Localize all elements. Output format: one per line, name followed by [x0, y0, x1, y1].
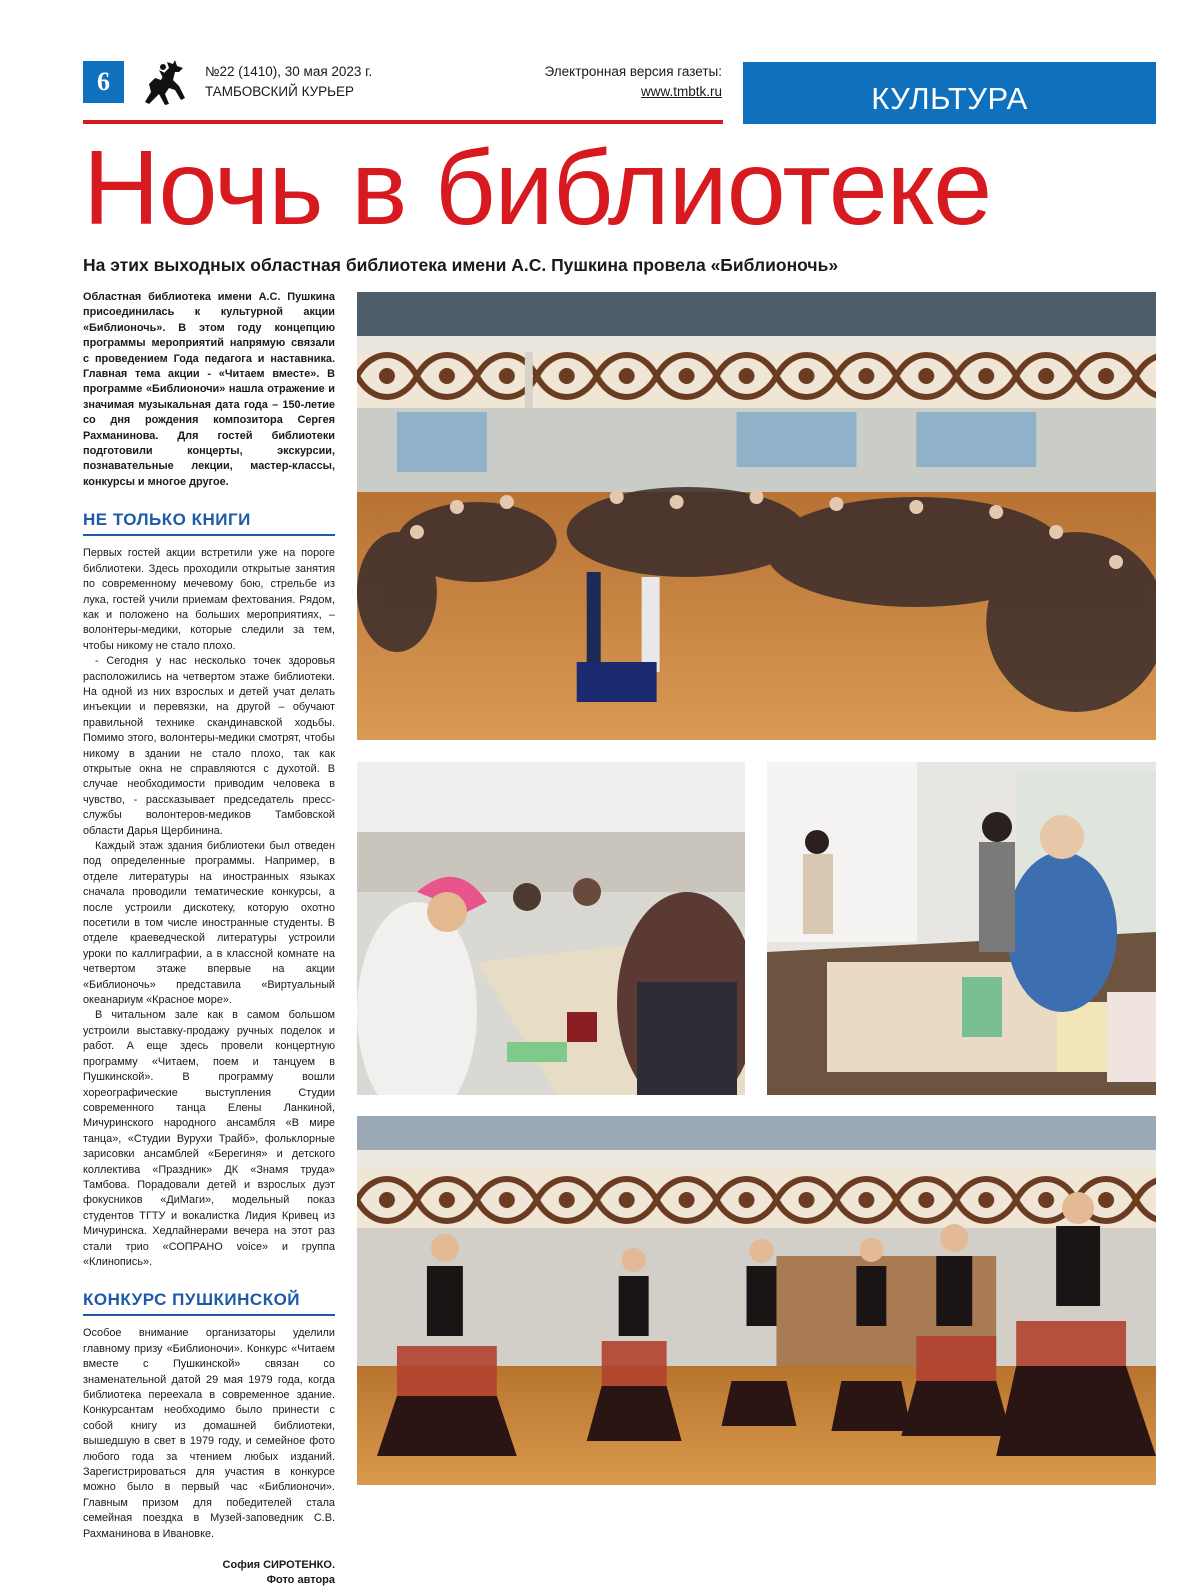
- paragraph: Особое внимание организаторы уделили главному призу «Библионочи». Конкурс «Читаем вместе с Пушкинской» связан со знаменательной датой 29 мая 1979 года, когда библиотека переехала в современное здание. Конкурсантам необходимо было принести с собой книгу из домашней библиотеки, вышедшую в свет в 1979 году, и семейное фото любого года за чтением любых изданий. Зарегистрироваться для участия в конкурсе можно было в первый час «Библионочи». Главным призом для победителей стала семейная поездка в Музей-заповедник С.В. Рахманинова в Ивановке.: [83, 1327, 335, 1540]
- section-label: КУЛЬТУРА: [743, 62, 1156, 124]
- photo-craft-class: [357, 762, 745, 1095]
- author-name: София СИРОТЕНКО.: [222, 1559, 335, 1572]
- issue-info: [205, 62, 372, 102]
- subhead-not-only-books: НЕ ТОЛЬКО КНИГИ: [83, 510, 335, 536]
- photo-dancers: [357, 1116, 1156, 1485]
- horse-rider-icon: [139, 58, 189, 108]
- deck: На этих выходных областная библиотека имени А.С. Пушкина провела «Библионочь»: [83, 255, 839, 275]
- paragraph: - Сегодня у нас несколько точек здоровья расположились на четвертом этаже библиотеки. На одной из них взрослых и детей учат делать инъекции и перевязки, на другой – обучают правильной технике скандинавской ходьбы. Помимо этого, волонтеры-медики смотрят, чтобы никому в здании не стало плохо, так как открытые окна не справляются с духотой. В случае необходимости приводим человека в чувство, - рассказывает председатель пресс-службы волонтеров-медиков Тамбовской области Дарья Щербинина.: [83, 655, 335, 837]
- header-divider: [83, 120, 723, 124]
- byline: [83, 1558, 335, 1588]
- subhead-pushkin-contest: КОНКУРС ПУШКИНСКОЙ: [83, 1290, 335, 1316]
- photo-credit: Фото автора: [266, 1574, 335, 1587]
- photo-hall-crowd: [357, 292, 1156, 740]
- photo-tea-stand: [767, 762, 1156, 1095]
- paragraph: Первых гостей акции встретили уже на пороге библиотеки. Здесь проходили открытые занятия по современному мечевому бою, стрельбе из лука, гостей учили приемам фехтования. Рядом, как и положено на больших мероприятиях, – волонтеры-медики, которые следили за тем, чтобы никому не стало плохо.: [83, 547, 335, 652]
- lead-paragraph: Областная библиотека имени А.С. Пушкина присоединилась к культурной акции «Библионочь». В этом году концепцию программы мероприятий напрямую связали с проведением Года педагога и наставника. Главная тема акции - «Читаем вместе». В программе «Библионочи» нашла отражение и значимая музыкальная дата года – 150-летие со дня рождения композитора Сергея Рахманинова. Для гостей библиотеки подготовили концерты, экскурсии, познавательные лекции, мастер-классы, конкурсы и многое другое.: [83, 291, 335, 488]
- eversion-label: Электронная версия газеты:: [544, 64, 722, 79]
- paragraph: Каждый этаж здания библиотеки был отведен под определенные программы. Например, в отделе литературы на иностранных языках сначала проводили тематические конкурсы, а после устроили дискотеку, которую охотно посетили в том числе иностранные студенты. В отделе краеведческой литературы устроили уроки по каллиграфии, а в классной комнате на четвертом этаже впервые на акции «Библионочь» представила «Виртуальный океанариум «Красное море».: [83, 840, 335, 1007]
- page-number: 6: [83, 61, 124, 103]
- issue-line: №22 (1410), 30 мая 2023 г.: [205, 64, 373, 79]
- paragraph: В читальном зале как в самом большом устроили выставку-продажу ручных поделок и работ. А еще здесь провели концертную программу «Читаем, поем и танцуем в Пушкинской». В программу вошли хореографические выступления Студии современного танца Елены Ланкиной, Мичуринского народного ансамбля «В мире танца», «Студии Вурухи Трайб», фольклорные зарисовки ансамблей «Берегиня» и детского коллектива «Праздник» ДК «Знамя труда» Тамбова. Порадовали детей и взрослых дуэт фокусников «ДиМаги», модельный показ студентов ТГТУ и вокалистка Лидия Кривец из Мичуринска. Хедлайнерами вечера на этот раз стали трио «СОПРАНО voice» и группа «Клинопись».: [83, 1009, 335, 1268]
- eversion-link[interactable]: www.tmbtk.ru: [640, 84, 722, 99]
- article-column: [83, 290, 335, 1588]
- paper-name: ТАМБОВСКИЙ КУРЬЕР: [205, 84, 355, 99]
- body-section-2: [83, 1326, 335, 1542]
- body-section-1: [83, 546, 335, 1270]
- headline: Ночь в библиотеке: [83, 129, 992, 247]
- electronic-version: [545, 62, 722, 102]
